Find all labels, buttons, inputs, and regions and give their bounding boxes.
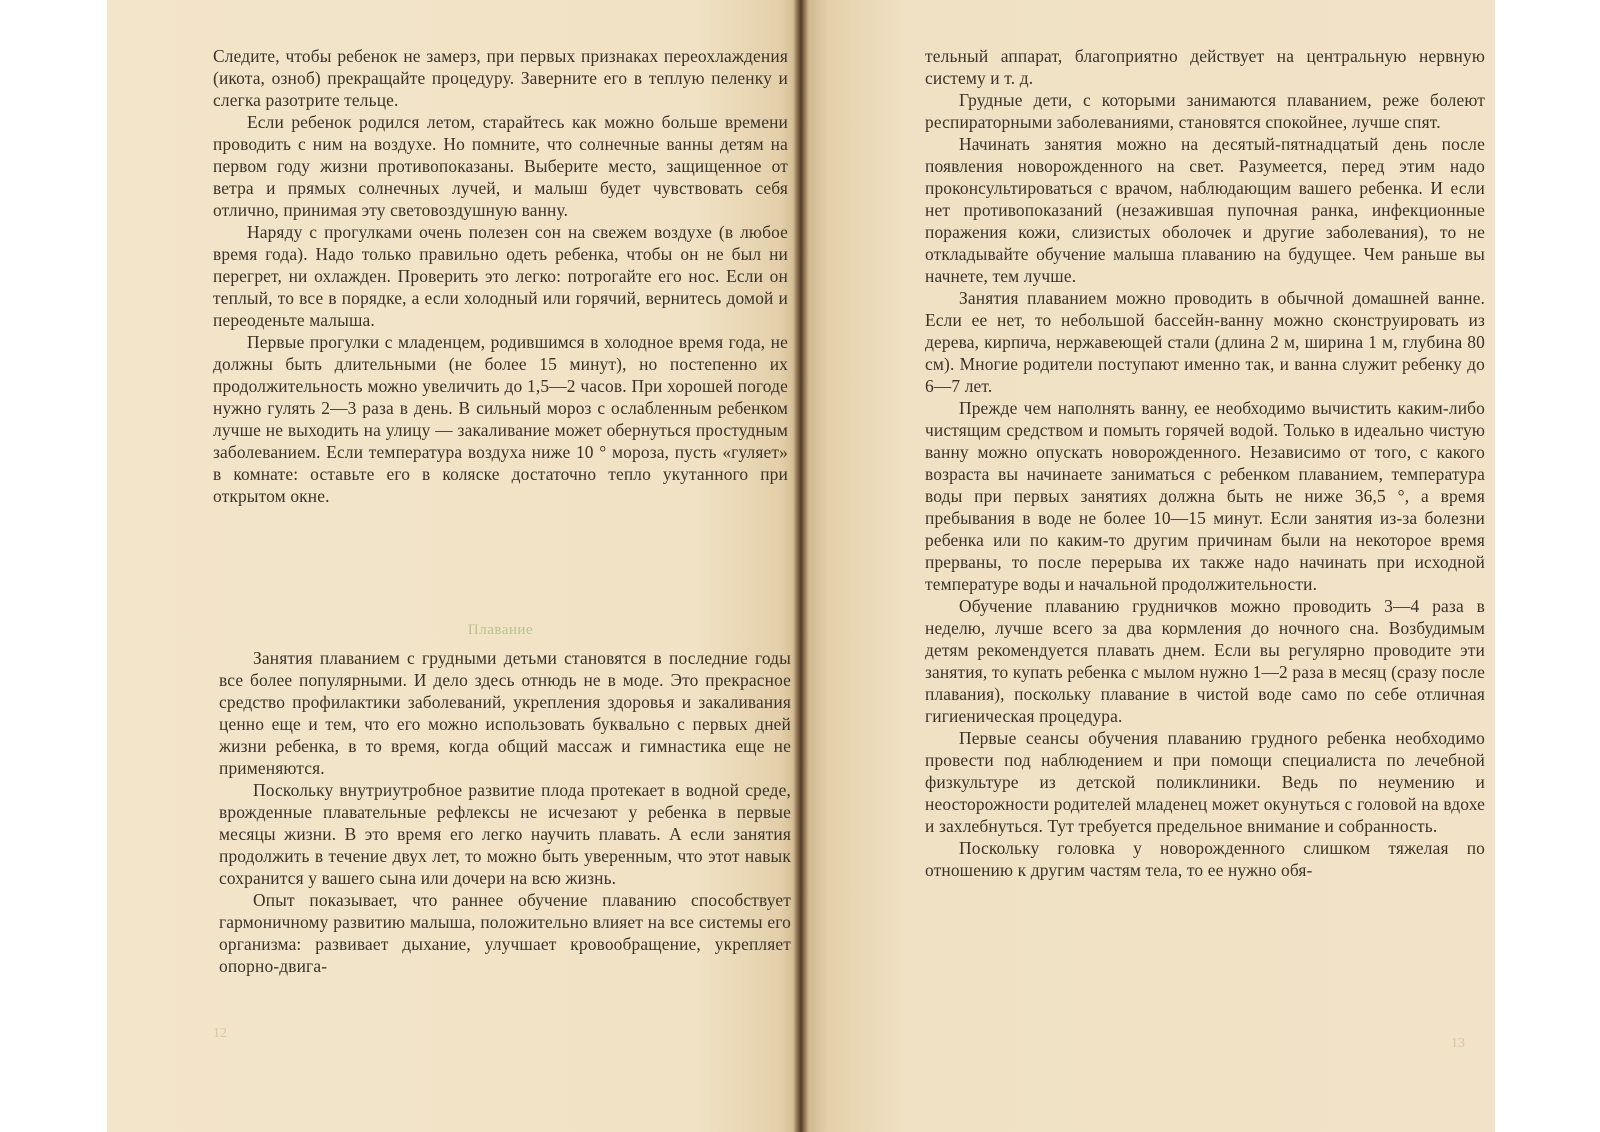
paragraph: тельный аппарат, благоприятно действует на центральную нервную систему и т. д. bbox=[925, 46, 1485, 88]
paragraph: Занятия плаванием с грудными детьми становятся в последние годы все более популярными. И дело здесь отнюдь не в моде. Это прекрасное средство профилактики заболеваний, укрепления здоровья и закаливания ценно еще и тем, что его можно использовать буквально с первых дней жизни ребенка, в то время, когда общий массаж и гимнастика еще не применяются. bbox=[219, 648, 791, 778]
book-gutter bbox=[793, 0, 809, 1132]
book-spread bbox=[107, 0, 1495, 1132]
section-heading: Плавание bbox=[467, 622, 534, 638]
paragraph: Первые прогулки с младенцем, родившимся в холодное время года, не должны быть длительными (не более 15 минут), но постепенно их продолжительность можно увеличить до 1,5—2 часов. При хорошей погоде нужно гулять 2—3 раза в день. В сильный мороз с ослабленным ребенком лучше не выходить на улицу — закаливание может обернуться простудным заболеванием. Если температура воздуха ниже 10 ° мороза, пусть «гуляет» в комнате: оставьте его в коляске достаточно тепло укутанного при открытом окне. bbox=[213, 332, 788, 506]
left-page-top-text bbox=[213, 45, 788, 507]
paragraph: Прежде чем наполнять ванну, ее необходимо вычистить каким-либо чистящим средством и помыть горячей водой. Только в идеально чистую ванну можно опускать новорожденного. Независимо от того, с какого возраста вы начинаете заниматься с ребенком плаванием, температура воды при первых занятиях должна быть не ниже 36,5 °, а время пребывания в воде не более 10—15 минут. Если занятия из-за болезни ребенка или по каким-то другим причинам были на некоторое время прерваны, то после перерыва их также надо начинать при исходной температуре воды и начальной продолжительности. bbox=[925, 398, 1485, 594]
paragraph: Первые сеансы обучения плаванию грудного ребенка необходимо провести под наблюдением и при помощи специалиста по лечебной физкультуре из детской поликлиники. Ведь по неумению и неосторожности родителей младенец может окунуться с головой на вдохе и захлебнуться. Тут требуется предельное внимание и собранность. bbox=[925, 728, 1485, 836]
paragraph: Поскольку головка у новорожденного слишком тяжелая по отношению к другим частям тела, то ее нужно обя- bbox=[925, 838, 1485, 880]
right-page-text bbox=[925, 45, 1485, 881]
paragraph: Грудные дети, с которыми занимаются плаванием, реже болеют респираторными заболеваниями, становятся спокойнее, лучше спят. bbox=[925, 90, 1485, 132]
paragraph: Наряду с прогулками очень полезен сон на свежем воздухе (в любое время года). Надо только правильно одеть ребенка, чтобы он не был ни перегрет, ни охлажден. Проверить это легко: потрогайте его нос. Если он теплый, то все в порядке, а если холодный или горячий, вернитесь домой и переоденьте малыша. bbox=[213, 222, 788, 330]
right-page bbox=[801, 0, 1495, 1132]
paragraph: Опыт показывает, что раннее обучение плаванию способствует гармоничному развитию малыша, положительно влияет на все системы его организма: развивает дыхание, улучшает кровообращение, укрепляет опорно-двига- bbox=[219, 890, 791, 976]
paragraph: Если ребенок родился летом, старайтесь как можно больше времени проводить с ним на воздухе. Но помните, что солнечные ванны детям на первом году жизни противопоказаны. Выберите место, защищенное от ветра и прямых солнечных лучей, и малыш будет чувствовать себя отлично, принимая эту световоздушную ванну. bbox=[213, 112, 788, 220]
page-number-right: 13 bbox=[1451, 1036, 1465, 1051]
paragraph: Занятия плаванием можно проводить в обычной домашней ванне. Если ее нет, то небольшой бассейн-ванну можно сконструировать из дерева, кирпича, нержавеющей стали (длина 2 м, ширина 1 м, глубина 80 см). Многие родители поступают именно так, и ванна служит ребенку до 6—7 лет. bbox=[925, 288, 1485, 396]
left-page bbox=[107, 0, 801, 1132]
page-number-left: 12 bbox=[213, 1026, 227, 1041]
paragraph: Следите, чтобы ребенок не замерз, при первых признаках переохлаждения (икота, озноб) прекращайте процедуру. Заверните его в теплую пеленку и слегка разотрите тельце. bbox=[213, 46, 788, 110]
paragraph: Обучение плаванию грудничков можно проводить 3—4 раза в неделю, лучше всего за два кормления до ночного сна. Возбудимым детям рекомендуется плавать днем. Если вы регулярно проводите эти занятия, то купать ребенка с мылом нужно 1—2 раза в месяц (сразу после плавания), поскольку плавание в чистой воде само по себе отличная гигиеническая процедура. bbox=[925, 596, 1485, 726]
paragraph: Начинать занятия можно на десятый-пятнадцатый день после появления новорожденного на свет. Разумеется, перед этим надо проконсультироваться с врачом, наблюдающим вашего ребенка. И если нет противопоказаний (незажившая пупочная ранка, инфекционные поражения кожи, слизистых оболочек и другие заболевания), то не откладывайте обучение малыша плаванию на будущее. Чем раньше вы начнете, тем лучше. bbox=[925, 134, 1485, 286]
paragraph: Поскольку внутриутробное развитие плода протекает в водной среде, врожденные плавательные рефлексы не исчезают у ребенка в первые месяцы жизни. В это время его легко научить плавать. А если занятия продолжить в течение двух лет, то можно быть уверенным, что этот навык сохранится у вашего сына или дочери на всю жизнь. bbox=[219, 780, 791, 888]
left-page-bottom-text bbox=[219, 647, 791, 977]
